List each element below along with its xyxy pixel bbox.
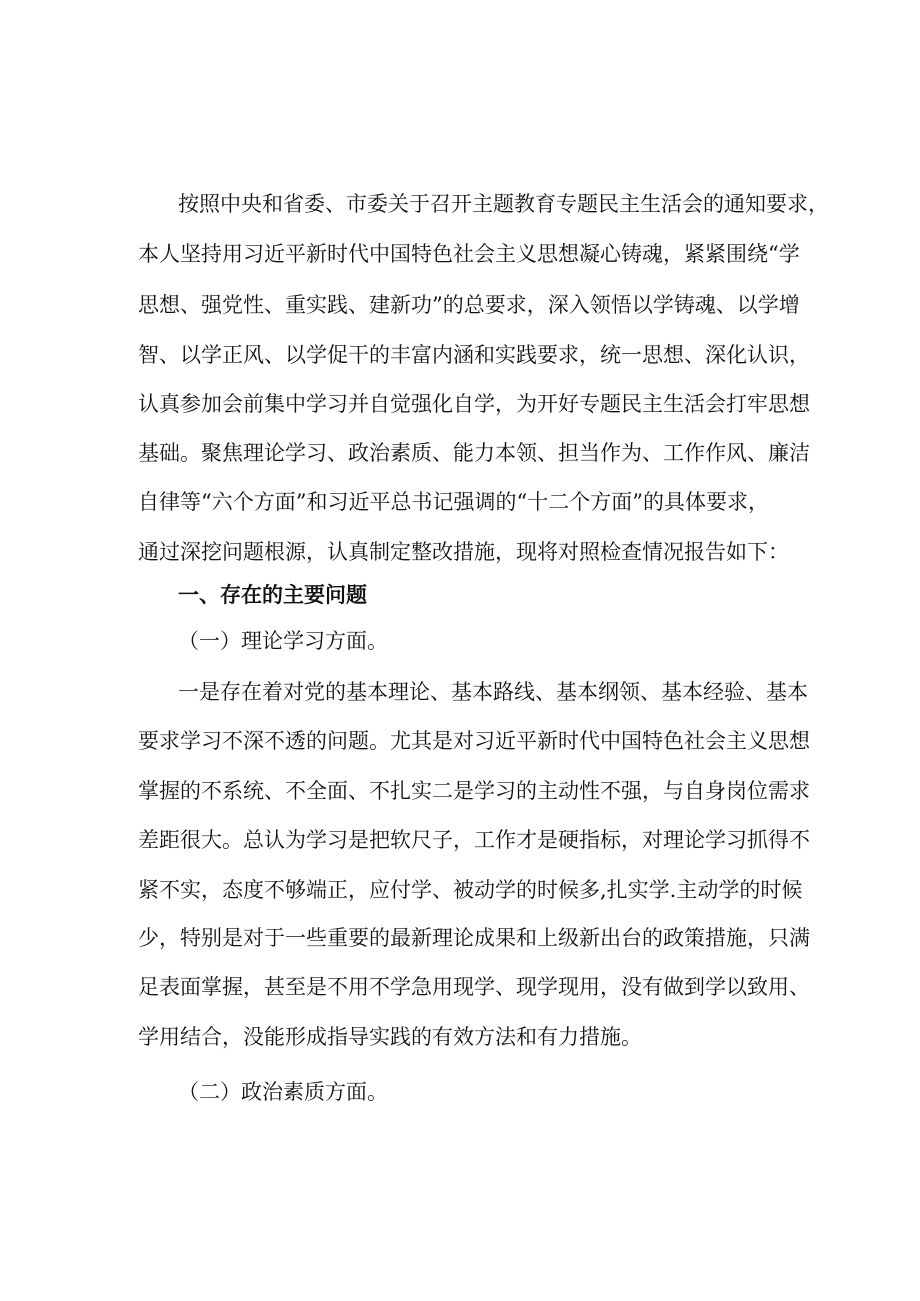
intro-line-8: 通过深挖问题根源，认真制定整改措施，现将对照检查情况报告如下： (138, 540, 789, 564)
body-line-1: 一是存在着对党的基本理论、基本路线、基本纲领、基本经验、基本 (178, 680, 808, 704)
intro-line-1: 按照中央和省委、市委关于召开主题教育专题民主生活会的通知要求， (178, 192, 829, 216)
subsection-heading-1: （一）理论学习方面。 (178, 629, 388, 653)
intro-line-2: 本人坚持用习近平新时代中国特色社会主义思想凝心铸魂，紧紧围绕“学 (138, 242, 800, 266)
body-line-5: 紧不实，态度不够端正，应付学、被动学的时候多,扎实学.主动学的时候 (138, 878, 803, 902)
intro-line-6: 基础。聚焦理论学习、政治素质、能力本领、担当作为、工作作风、廉洁 (138, 441, 810, 465)
intro-line-7: 自律等“六个方面”和习近平总书记强调的“十二个方面”的具体要求， (138, 490, 769, 514)
intro-line-5: 认真参加会前集中学习并自觉强化自学，为开好专题民主生活会打牢思想 (138, 392, 810, 416)
subsection-heading-2: （二）政治素质方面。 (178, 1080, 388, 1104)
body-line-7: 足表面掌握，甚至是不用不学急用现学、现学现用，没有做到学以致用、 (138, 975, 810, 999)
body-line-3: 掌握的不系统、不全面、不扎实二是学习的主动性不强，与自身岗位需求 (138, 779, 810, 803)
body-line-6: 少，特别是对于一些重要的最新理论成果和上级新出台的政策措施，只满 (138, 926, 810, 950)
body-line-2: 要求学习不深不透的问题。尤其是对习近平新时代中国特色社会主义思想 (138, 729, 810, 753)
body-line-8: 学用结合，没能形成指导实践的有效方法和有力措施。 (138, 1025, 642, 1049)
section-heading: 一、存在的主要问题 (178, 583, 367, 607)
intro-line-3: 思想、强党性、重实践、建新功”的总要求，深入领悟以学铸魂、以学增 (138, 293, 800, 317)
intro-line-4: 智、以学正风、以学促干的丰富内涵和实践要求，统一思想、深化认识， (138, 343, 810, 367)
body-line-4: 差距很大。总认为学习是把软尺子，工作才是硬指标，对理论学习抓得不 (138, 828, 810, 852)
